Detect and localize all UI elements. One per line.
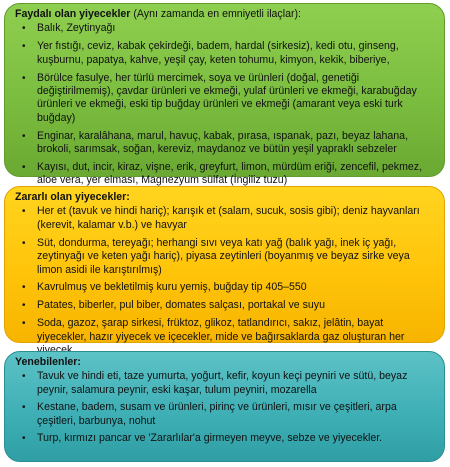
harmful-foods-box: [4, 186, 445, 343]
bullet-icon: •: [22, 130, 26, 142]
edible-foods-box: [4, 351, 445, 462]
edible-foods-title-bold: Yenebilenler:: [15, 356, 81, 368]
list-item-text: Enginar, karalâhana, marul, havuç, kabak, pırasa, ıspanak, pazı, beyaz lahana, brokoli, sarımsak, soğan, kereviz, maydanoz ve bütün yeşil yapraklı sebzeler: [37, 129, 409, 156]
list-item: [15, 281, 434, 294]
bullet-icon: •: [22, 23, 26, 35]
list-item-text: Balık, Zeytinyağı: [37, 22, 116, 35]
list-item-text: Turp, kırmızı pancar ve 'Zararlılar'a girmeyen meyve, sebze ve yiyecekler.: [37, 432, 383, 445]
list-item: [15, 40, 434, 67]
list-item: [15, 161, 434, 188]
beneficial-foods-title-rest: (Aynı zamanda en emniyetli ilaçlar):: [130, 8, 301, 20]
bullet-icon: •: [22, 371, 26, 383]
edible-foods-title: [15, 356, 434, 369]
harmful-foods-title: [15, 191, 434, 204]
list-item: [15, 401, 434, 428]
edible-foods-list: [15, 370, 434, 445]
bullet-icon: •: [22, 206, 26, 218]
beneficial-foods-title-bold: Faydalı olan yiyecekler: [15, 8, 131, 20]
list-item-text: Kestane, badem, susam ve ürünleri, pirinç ve ürünleri, mısır ve çeşitleri, arpa çeşitleri, barbunya, nohut: [37, 401, 397, 427]
list-item-text: Süt, dondurma, tereyağı; herhangi sıvı veya katı yağ (balık yağı, inek iç yağı, zeytinyağı ve keten yağı hariç), piyasa zeytinleri (boyanmış ve beyaz sirke veya limon asidi ile karıştırılmış): [37, 236, 410, 276]
bullet-icon: •: [22, 162, 26, 174]
beneficial-foods-box: [4, 3, 445, 187]
list-item: [15, 237, 434, 277]
bullet-icon: •: [22, 41, 26, 53]
bullet-icon: •: [22, 402, 26, 414]
list-item-text: Kayısı, dut, incir, kiraz, vişne, erik, greyfurt, limon, mürdüm eriği, zencefil, pekmez, aloe vera, yer elması, Magnezyum sülfat (İngiliz tuzu): [37, 161, 423, 187]
list-item-text: Yer fıstığı, ceviz, kabak çekirdeği, badem, hardal (sirkesiz), kedi otu, ginseng, kuşburnu, papatya, kahve, yeşil çay, keten tohumu, kimyon, kekik, biberiye,: [37, 40, 399, 66]
list-item: [15, 72, 434, 126]
list-item: [15, 130, 434, 157]
list-item-text: Kavrulmuş ve bekletilmiş kuru yemiş, buğday tip 405–550: [37, 281, 307, 294]
bullet-icon: •: [22, 237, 26, 249]
beneficial-foods-title: [15, 8, 434, 21]
list-item: [15, 370, 434, 397]
bullet-icon: •: [22, 72, 26, 84]
list-item: [15, 205, 434, 232]
list-item: [15, 432, 434, 445]
list-item: [15, 299, 434, 312]
list-item-text: Börülce fasulye, her türlü mercimek, soya ve ürünleri (doğal, genetiği değiştirilmemiş), çavdar ürünleri ve ekmeği, yulaf ürünleri ve ekmeği, karabuğday ürünleri ve ekmeği, eski tip buğday ürünleri ve ekmeği (amarant veya eski turk buğday): [37, 71, 417, 124]
beneficial-foods-list: [15, 22, 434, 187]
bullet-icon: •: [22, 433, 26, 445]
bullet-icon: •: [22, 282, 26, 294]
list-item-text: Her et (tavuk ve hindi hariç); karışık et (salam, sucuk, sosis gibi); deniz hayvanları (kerevit, kalamar v.b.) ve havyar: [37, 205, 420, 231]
harmful-foods-title-bold: Zararlı olan yiyecekler:: [15, 191, 130, 203]
bullet-icon: •: [22, 318, 26, 330]
list-item-text: Tavuk ve hindi eti, taze yumurta, yoğurt, kefir, koyun keçi peyniri ve sütü, beyaz peynir, salamura peynir, eski kaşar, tulum peyniri, mozarella: [37, 370, 408, 396]
harmful-foods-list: [15, 205, 434, 357]
list-item: [15, 22, 434, 35]
list-item-text: Patates, biberler, pul biber, domates salçası, portakal ve suyu: [37, 299, 325, 312]
list-item-text: Soda, gazoz, şarap sirkesi, früktoz, glikoz, tatlandırıcı, sakız, jelâtin, bayat yiyecekler, hazır yiyecek ve içecekler, mide ve bağırsaklarda gaz oluşturan her: [37, 317, 405, 343]
bullet-icon: •: [22, 300, 26, 312]
